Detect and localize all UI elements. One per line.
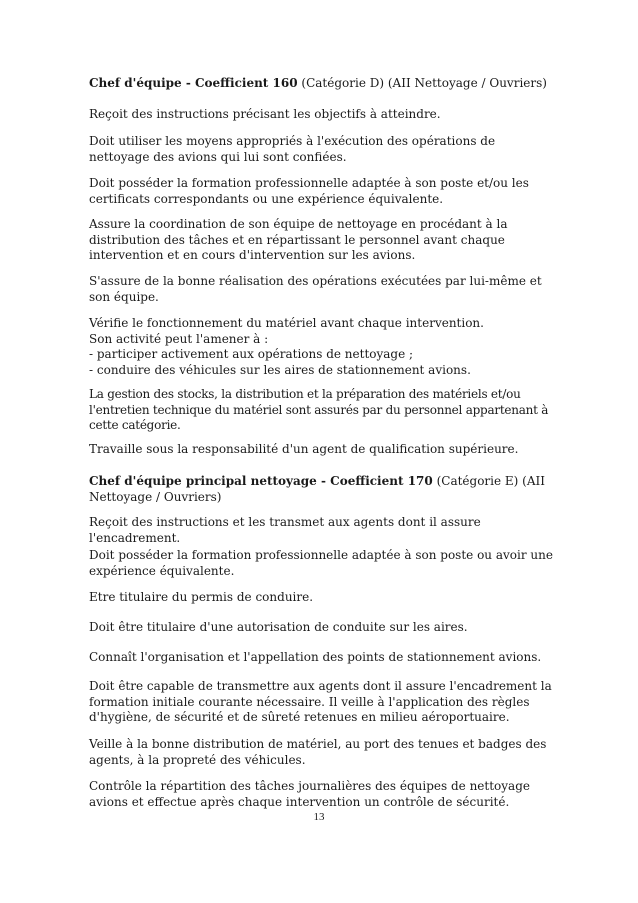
paragraph: La gestion des stocks, la distribution et la préparation des matériels et/ou l'entretien technique du matériel sont assurés par du personnel appartenant à cette catégorie. <box>89 387 549 432</box>
paragraph: Connaît l'organisation et l'appellation des points de stationnement avions. <box>89 650 542 664</box>
paragraph: Doit posséder la formation professionnelle adaptée à son poste ou avoir une expérience équivalente. <box>89 548 553 578</box>
verifie-line: Son activité peut l'amener à : <box>89 331 269 346</box>
heading-rest: (Catégorie E) (AII Nettoyage / Ouvriers) <box>89 474 545 504</box>
page-number: 13 <box>313 811 325 823</box>
section-heading-chef-equipe <box>89 76 547 92</box>
paragraph: Reçoit des instructions précisant les objectifs à atteindre. <box>89 107 441 121</box>
heading-bold: Chef d'équipe - Coefficient 160 <box>89 76 298 90</box>
heading-bold: Chef d'équipe principal nettoyage - Coefficient 170 <box>89 474 433 488</box>
heading-rest: (Catégorie D) (AII Nettoyage / Ouvriers) <box>301 76 547 90</box>
paragraph: Veille à la bonne distribution de matériel, au port des tenues et badges des agents, à la propreté des véhicules. <box>89 737 547 767</box>
paragraph: Travaille sous la responsabilité d'un agent de qualification supérieure. <box>89 442 519 456</box>
paragraph: Contrôle la répartition des tâches journalières des équipes de nettoyage avions et effectue après chaque intervention un contrôle de sécurité. <box>89 779 530 809</box>
verifie-line: - conduire des véhicules sur les aires de stationnement avions. <box>89 362 471 377</box>
verifie-line: Vérifie le fonctionnement du matériel avant chaque intervention. <box>89 316 484 330</box>
paragraph: Doit posséder la formation professionnelle adaptée à son poste et/ou les certificats correspondants ou une expérience équivalente. <box>89 176 529 206</box>
section-heading-chef-equipe-principal <box>89 474 559 505</box>
paragraph: Reçoit des instructions et les transmet aux agents dont il assure l'encadrement. <box>89 515 481 545</box>
paragraph: S'assure de la bonne réalisation des opérations exécutées par lui-même et son équipe. <box>89 274 542 304</box>
verifie-block <box>89 316 559 378</box>
paragraph: Assure la coordination de son équipe de nettoyage en procédant à la distribution des tâches et en répartissant le personnel avant chaque intervention et en cours d'intervention sur les avions. <box>89 217 508 262</box>
paragraph: Doit être titulaire d'une autorisation de conduite sur les aires. <box>89 620 468 634</box>
verifie-line: - participer activement aux opérations de nettoyage ; <box>89 347 414 361</box>
paragraph: Doit utiliser les moyens appropriés à l'exécution des opérations de nettoyage des avions qui lui sont confiées. <box>89 134 496 164</box>
paragraph: Etre titulaire du permis de conduire. <box>89 590 314 604</box>
paragraph: Doit être capable de transmettre aux agents dont il assure l'encadrement la formation initiale courante nécessaire. Il veille à l'application des règles d'hygiène, de sécurité et de sûreté retenues en milieu aéroportuaire. <box>89 679 552 724</box>
